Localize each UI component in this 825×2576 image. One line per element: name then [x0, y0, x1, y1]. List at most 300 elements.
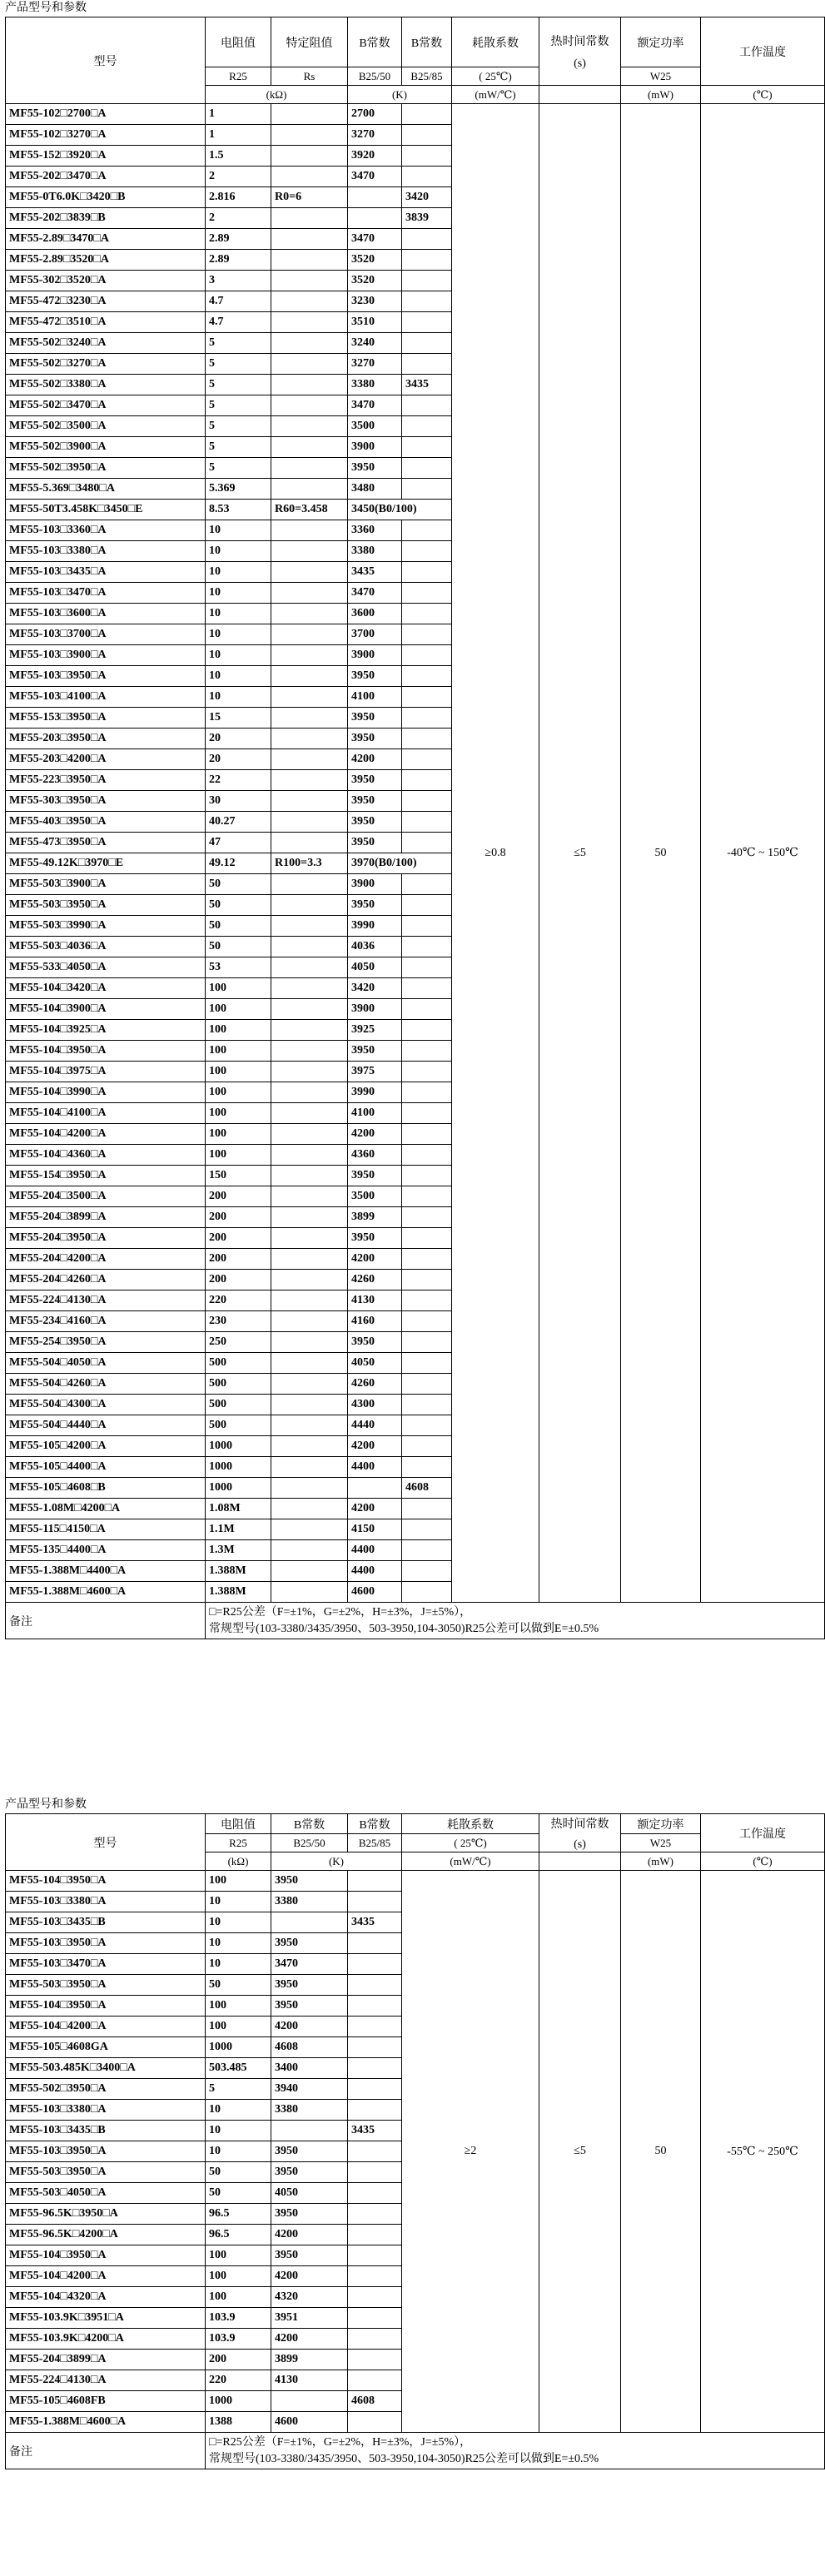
cell-resistance: 100 — [206, 2245, 271, 2266]
cell-model: MF55-152□3920□A — [6, 146, 206, 167]
cell-b2550: 3470 — [348, 395, 402, 416]
header-resistance: 电阻值 — [206, 1814, 271, 1834]
cell-resistance: 5 — [206, 354, 271, 375]
cell-model: MF55-154□3950□A — [6, 1166, 206, 1186]
note-line: □=R25公差（F=±1%，G=±2%，H=±3%，J=±5%）， — [209, 1605, 472, 1619]
cell-resistance: 10 — [206, 520, 271, 541]
cell-resistance: 20 — [206, 749, 271, 770]
cell-dissipation: ≥0.8 — [452, 104, 539, 1603]
cell-model: MF55-103□3380□A — [6, 1892, 206, 1912]
cell-b2585 — [402, 312, 452, 333]
cell-b2585 — [402, 957, 452, 978]
cell-special — [271, 1166, 348, 1186]
cell-model: MF55-1.388M□4600□A — [6, 2412, 206, 2433]
cell-model: MF55-472□3510□A — [6, 312, 206, 333]
cell-resistance: 50 — [206, 937, 271, 957]
header-time-unit: (s) — [574, 57, 586, 70]
cell-b2550 — [271, 2391, 348, 2412]
cell-resistance: 500 — [206, 1374, 271, 1395]
cell-b2550: 3950 — [348, 833, 402, 853]
header-power: 额定功率 — [621, 1814, 701, 1834]
cell-resistance: 2 — [206, 167, 271, 187]
cell-model: MF55-502□3950□A — [6, 2079, 206, 2100]
cell-b2550: 3950 — [348, 1166, 402, 1186]
header-temperature: 工作温度 — [701, 17, 825, 86]
cell-b2585 — [402, 1582, 452, 1603]
cell-model: MF55-49.12K□3970□E — [6, 853, 206, 874]
cell-model: MF55-104□3950□A — [6, 1041, 206, 1062]
header-b2550: B25/50 — [271, 1834, 348, 1852]
cell-resistance: 100 — [206, 1103, 271, 1124]
cell-model: MF55-135□4400□A — [6, 1540, 206, 1561]
cell-b2585 — [402, 1499, 452, 1519]
cell-model: MF55-503□3950□A — [6, 1975, 206, 1996]
cell-b2585 — [402, 1270, 452, 1290]
cell-resistance: 50 — [206, 1975, 271, 1996]
header-special: 特定阻值 — [271, 17, 348, 67]
header-time-constant-label: 热时间常数 — [550, 1818, 609, 1831]
cell-b2550: 4200 — [271, 2266, 348, 2287]
cell-special — [271, 1311, 348, 1332]
header-power: 额定功率 — [621, 17, 701, 67]
cell-special — [271, 812, 348, 833]
cell-resistance: 10 — [206, 1954, 271, 1975]
cell-special — [271, 624, 348, 645]
cell-b2550: 3700 — [348, 624, 402, 645]
cell-special — [271, 749, 348, 770]
cell-b2550: 3950 — [271, 2141, 348, 2162]
header-b-constant-2: B常数 — [402, 17, 452, 67]
cell-power: 50 — [621, 1871, 701, 2433]
cell-special — [271, 1186, 348, 1207]
cell-b2585 — [348, 1975, 402, 1996]
cell-b2550 — [348, 187, 402, 208]
parameter-table — [5, 17, 825, 1639]
cell-model: MF55-473□3950□A — [6, 833, 206, 853]
cell-b2550: 4050 — [348, 957, 402, 978]
cell-b2585 — [348, 2141, 402, 2162]
cell-b2550: 3950 — [271, 1996, 348, 2017]
cell-model: MF55-202□3470□A — [6, 167, 206, 187]
cell-b2585 — [348, 1871, 402, 1892]
cell-b2550: 4600 — [348, 1582, 402, 1603]
cell-b2585 — [402, 687, 452, 708]
cell-resistance: 220 — [206, 1290, 271, 1311]
cell-b2585 — [402, 937, 452, 957]
cell-b2550: 3950 — [348, 895, 402, 916]
cell-model: MF55-103□4100□A — [6, 687, 206, 708]
cell-model: MF55-50T3.458K□3450□E — [6, 500, 206, 520]
cell-resistance: 2.89 — [206, 250, 271, 271]
header-b2550: B25/50 — [348, 67, 402, 86]
cell-b2585 — [402, 229, 452, 250]
cell-model: MF55-104□3950□A — [6, 2245, 206, 2266]
unit-kohm: (kΩ) — [206, 86, 348, 104]
cell-resistance: 1.5 — [206, 146, 271, 167]
cell-resistance: 10 — [206, 645, 271, 666]
header-b2585: B25/85 — [402, 67, 452, 86]
cell-resistance: 100 — [206, 978, 271, 999]
cell-special — [271, 291, 348, 312]
cell-special — [271, 520, 348, 541]
cell-power: 50 — [621, 104, 701, 1603]
cell-resistance: 4.7 — [206, 312, 271, 333]
cell-model: MF55-502□3950□A — [6, 458, 206, 479]
note-label: 备注 — [6, 2433, 206, 2469]
cell-model: MF55-103□3950□A — [6, 2141, 206, 2162]
cell-resistance: 10 — [206, 2121, 271, 2141]
cell-special — [271, 1519, 348, 1540]
cell-b2585 — [402, 729, 452, 749]
cell-resistance: 10 — [206, 583, 271, 604]
cell-b2550: 3470 — [348, 229, 402, 250]
cell-model: MF55-5.369□3480□A — [6, 479, 206, 500]
cell-model: MF55-102□2700□A — [6, 104, 206, 125]
cell-model: MF55-502□3470□A — [6, 395, 206, 416]
cell-special — [271, 1415, 348, 1436]
cell-model: MF55-503□3950□A — [6, 895, 206, 916]
unit-mw: (mW) — [621, 1852, 701, 1871]
cell-b2585 — [348, 2266, 402, 2287]
cell-b2550: 3940 — [271, 2079, 348, 2100]
cell-b2550: 3920 — [348, 146, 402, 167]
cell-b2550: 3951 — [271, 2308, 348, 2329]
cell-b2585 — [402, 1166, 452, 1186]
cell-b2585: 3435 — [348, 1912, 402, 1933]
cell-special: R60=3.458 — [271, 500, 348, 520]
cell-b2550: 3435 — [348, 562, 402, 583]
cell-resistance: 1000 — [206, 1478, 271, 1499]
cell-b2585 — [348, 2100, 402, 2121]
unit-kelvin: (K) — [348, 86, 452, 104]
note-label: 备注 — [6, 1603, 206, 1639]
cell-time-constant: ≤5 — [539, 104, 621, 1603]
cell-b2550: 3950 — [348, 812, 402, 833]
cell-model: MF55-204□3950□A — [6, 1228, 206, 1249]
cell-resistance: 1.1M — [206, 1519, 271, 1540]
cell-special — [271, 437, 348, 458]
cell-b2550: 3950 — [348, 708, 402, 729]
cell-special — [271, 312, 348, 333]
cell-model: MF55-103□3435□B — [6, 2121, 206, 2141]
cell-model: MF55-204□3899□A — [6, 2350, 206, 2370]
cell-b2550: 3950 — [271, 1933, 348, 1954]
cell-b2585: 3435 — [348, 2121, 402, 2141]
cell-resistance: 2.816 — [206, 187, 271, 208]
cell-b2550: 4200 — [271, 2017, 348, 2037]
header-r25: R25 — [206, 1834, 271, 1852]
cell-b2585 — [348, 2225, 402, 2245]
cell-special — [271, 416, 348, 437]
cell-b2550: 4300 — [348, 1395, 402, 1415]
cell-model: MF55-204□4260□A — [6, 1270, 206, 1290]
cell-special — [271, 1041, 348, 1062]
cell-model: MF55-104□4200□A — [6, 2266, 206, 2287]
cell-resistance: 8.53 — [206, 500, 271, 520]
cell-b2585 — [402, 1374, 452, 1395]
cell-model: MF55-103□3435□B — [6, 1912, 206, 1933]
cell-b2585 — [402, 1290, 452, 1311]
cell-special — [271, 479, 348, 500]
cell-resistance: 10 — [206, 541, 271, 562]
cell-b2550: 3500 — [348, 416, 402, 437]
cell-b2550: 4200 — [348, 1249, 402, 1270]
cell-b2550: 4440 — [348, 1415, 402, 1436]
cell-temperature: -40℃ ~ 150℃ — [701, 104, 825, 1603]
cell-special — [271, 978, 348, 999]
cell-b2550: 3470 — [348, 167, 402, 187]
cell-model: MF55-103□3470□A — [6, 1954, 206, 1975]
cell-special — [271, 1436, 348, 1457]
unit-mw: (mW) — [621, 86, 701, 104]
cell-special — [271, 1457, 348, 1478]
cell-model: MF55-105□4400□A — [6, 1457, 206, 1478]
cell-resistance: 50 — [206, 2162, 271, 2183]
cell-resistance: 3 — [206, 271, 271, 291]
cell-b2550: 3950 — [348, 729, 402, 749]
cell-resistance: 10 — [206, 2100, 271, 2121]
cell-resistance: 100 — [206, 2017, 271, 2037]
cell-b2550: 3950 — [348, 1228, 402, 1249]
header-w25: W25 — [621, 1834, 701, 1852]
cell-b2585 — [348, 2350, 402, 2370]
cell-resistance: 100 — [206, 1041, 271, 1062]
cell-model: MF55-103□3950□A — [6, 1933, 206, 1954]
cell-model: MF55-104□3420□A — [6, 978, 206, 999]
cell-resistance: 10 — [206, 1912, 271, 1933]
cell-b2585 — [348, 1892, 402, 1912]
cell-resistance: 200 — [206, 2350, 271, 2370]
cell-model: MF55-504□4050□A — [6, 1353, 206, 1374]
note-cell — [206, 2433, 825, 2469]
header-b-constant: B常数 — [348, 17, 402, 67]
header-dissipation-condition: ( 25℃) — [452, 67, 539, 86]
parameter-table-2 — [5, 1813, 825, 2469]
cell-b2585 — [402, 791, 452, 812]
header-resistance: 电阻值 — [206, 17, 271, 67]
cell-special — [271, 1020, 348, 1041]
header-dissipation: 耗散系数 — [402, 1814, 539, 1834]
cell-model: MF55-204□3500□A — [6, 1186, 206, 1207]
cell-b2585 — [402, 1249, 452, 1270]
cell-resistance: 10 — [206, 604, 271, 624]
cell-b2550: 4200 — [348, 1124, 402, 1145]
cell-model: MF55-103□3360□A — [6, 520, 206, 541]
cell-resistance: 100 — [206, 1871, 271, 1892]
cell-b2550: 4200 — [271, 2329, 348, 2350]
cell-resistance: 96.5 — [206, 2204, 271, 2225]
cell-b2585 — [402, 1415, 452, 1436]
cell-model: MF55-103.9K□4200□A — [6, 2329, 206, 2350]
cell-b2585 — [348, 2204, 402, 2225]
cell-model: MF55-403□3950□A — [6, 812, 206, 833]
cell-b2585 — [348, 2287, 402, 2308]
cell-special — [271, 937, 348, 957]
cell-model: MF55-103□3700□A — [6, 624, 206, 645]
cell-b2550: 3270 — [348, 125, 402, 146]
cell-model: MF55-302□3520□A — [6, 271, 206, 291]
cell-model: MF55-105□4608GA — [6, 2037, 206, 2058]
cell-model: MF55-105□4608□B — [6, 1478, 206, 1499]
cell-b2585 — [402, 708, 452, 729]
cell-model: MF55-103□3380□A — [6, 541, 206, 562]
cell-b2585 — [402, 562, 452, 583]
cell-b2585: 3420 — [402, 187, 452, 208]
cell-b2585 — [402, 645, 452, 666]
cell-special — [271, 770, 348, 791]
cell-b2585 — [402, 395, 452, 416]
cell-model: MF55-104□3925□A — [6, 1020, 206, 1041]
cell-model: MF55-234□4160□A — [6, 1311, 206, 1332]
cell-resistance: 5 — [206, 2079, 271, 2100]
cell-resistance: 200 — [206, 1270, 271, 1290]
cell-b2550: 3360 — [348, 520, 402, 541]
cell-resistance: 5 — [206, 395, 271, 416]
cell-b2550: 3400 — [271, 2058, 348, 2079]
cell-b2550: 3990 — [348, 1082, 402, 1103]
cell-special — [271, 541, 348, 562]
cell-special — [271, 666, 348, 687]
cell-special — [271, 458, 348, 479]
cell-special — [271, 1290, 348, 1311]
note-row — [6, 1603, 825, 1639]
header-w25: W25 — [621, 67, 701, 86]
cell-b2550 — [271, 1912, 348, 1933]
cell-resistance: 1.388M — [206, 1582, 271, 1603]
cell-special — [271, 1499, 348, 1519]
cell-resistance: 150 — [206, 1166, 271, 1186]
cell-resistance: 220 — [206, 2370, 271, 2391]
cell-b2550: 4050 — [271, 2183, 348, 2204]
cell-b2550: 4100 — [348, 1103, 402, 1124]
cell-b2585 — [402, 895, 452, 916]
cell-b2585 — [348, 1933, 402, 1954]
cell-b2550 — [271, 2121, 348, 2141]
cell-resistance: 96.5 — [206, 2225, 271, 2245]
cell-b2550: 4200 — [271, 2225, 348, 2245]
cell-b2550: 3950 — [348, 458, 402, 479]
cell-b2585 — [348, 2017, 402, 2037]
cell-model: MF55-502□3900□A — [6, 437, 206, 458]
cell-model: MF55-502□3500□A — [6, 416, 206, 437]
cell-time-constant: ≤5 — [539, 1871, 621, 2433]
cell-b2585 — [348, 2370, 402, 2391]
cell-model: MF55-103□3950□A — [6, 666, 206, 687]
header-model: 型号 — [6, 17, 206, 104]
cell-resistance: 1000 — [206, 1436, 271, 1457]
unit-empty — [539, 86, 621, 104]
cell-b2585: 3435 — [402, 375, 452, 395]
cell-model: MF55-303□3950□A — [6, 791, 206, 812]
header-rs: Rs — [271, 67, 348, 86]
cell-b2550: 3950 — [271, 1871, 348, 1892]
cell-model: MF55-104□4320□A — [6, 2287, 206, 2308]
cell-b2550: 4260 — [348, 1270, 402, 1290]
cell-resistance: 47 — [206, 833, 271, 853]
cell-model: MF55-104□4200□A — [6, 2017, 206, 2037]
cell-special — [271, 271, 348, 291]
cell-model: MF55-502□3270□A — [6, 354, 206, 375]
cell-special — [271, 895, 348, 916]
cell-b2585 — [402, 125, 452, 146]
cell-b2550: 4200 — [348, 749, 402, 770]
cell-b2585 — [402, 916, 452, 937]
cell-model: MF55-103□3435□A — [6, 562, 206, 583]
cell-resistance: 1000 — [206, 2391, 271, 2412]
cell-b2585 — [348, 1996, 402, 2017]
unit-celsius: (℃) — [701, 86, 825, 104]
cell-resistance: 5 — [206, 437, 271, 458]
cell-model: MF55-104□4200□A — [6, 1124, 206, 1145]
cell-special — [271, 1124, 348, 1145]
cell-b2550: 4130 — [348, 1290, 402, 1311]
cell-resistance: 15 — [206, 708, 271, 729]
cell-b2550: 3480 — [348, 479, 402, 500]
cell-b2550: 4100 — [348, 687, 402, 708]
cell-resistance: 100 — [206, 1145, 271, 1166]
cell-b2585 — [402, 1062, 452, 1082]
section-title: 产品型号和参数 — [5, 1, 87, 14]
header-dissipation-condition: ( 25℃) — [402, 1834, 539, 1852]
header-temperature: 工作温度 — [701, 1814, 825, 1852]
cell-b2585 — [402, 167, 452, 187]
cell-b2550: 3950 — [271, 2162, 348, 2183]
header-model: 型号 — [6, 1814, 206, 1871]
cell-resistance: 200 — [206, 1249, 271, 1270]
cell-b2585 — [402, 1561, 452, 1582]
cell-special — [271, 1561, 348, 1582]
cell-special — [271, 1478, 348, 1499]
cell-b2550: 3900 — [348, 645, 402, 666]
cell-special — [271, 957, 348, 978]
cell-b2550: 3380 — [271, 2100, 348, 2121]
cell-b2585 — [402, 624, 452, 645]
cell-b2585 — [402, 541, 452, 562]
unit-kelvin: (K) — [271, 1852, 402, 1871]
cell-resistance: 100 — [206, 1082, 271, 1103]
cell-resistance: 40.27 — [206, 812, 271, 833]
cell-model: MF55-96.5K□3950□A — [6, 2204, 206, 2225]
cell-b2550: 4400 — [348, 1561, 402, 1582]
cell-model: MF55-223□3950□A — [6, 770, 206, 791]
cell-special — [271, 395, 348, 416]
cell-b2550: 4320 — [271, 2287, 348, 2308]
cell-special — [271, 146, 348, 167]
cell-b2550: 3899 — [348, 1207, 402, 1228]
cell-resistance: 10 — [206, 1892, 271, 1912]
cell-special — [271, 583, 348, 604]
cell-b2585 — [402, 458, 452, 479]
header-time-unit: (s) — [574, 1838, 586, 1851]
cell-special — [271, 229, 348, 250]
cell-b2585 — [402, 1332, 452, 1353]
cell-b2550: 4260 — [348, 1374, 402, 1395]
cell-b2585 — [402, 604, 452, 624]
cell-resistance: 100 — [206, 1020, 271, 1041]
cell-b2550: 3925 — [348, 1020, 402, 1041]
cell-b2585 — [348, 2308, 402, 2329]
cell-b2585 — [348, 2037, 402, 2058]
cell-special — [271, 916, 348, 937]
header-b2585: B25/85 — [348, 1834, 402, 1852]
cell-b2585 — [348, 2245, 402, 2266]
cell-resistance: 2 — [206, 208, 271, 229]
cell-b2585: 4608 — [402, 1478, 452, 1499]
note-line: 常规型号(103-3380/3435/3950、503-3950,104-3050)R25公差可以做到E=±0.5% — [209, 2452, 599, 2465]
cell-model: MF55-1.08M□4200□A — [6, 1499, 206, 1519]
cell-b2585 — [402, 1041, 452, 1062]
table-row — [6, 104, 825, 125]
